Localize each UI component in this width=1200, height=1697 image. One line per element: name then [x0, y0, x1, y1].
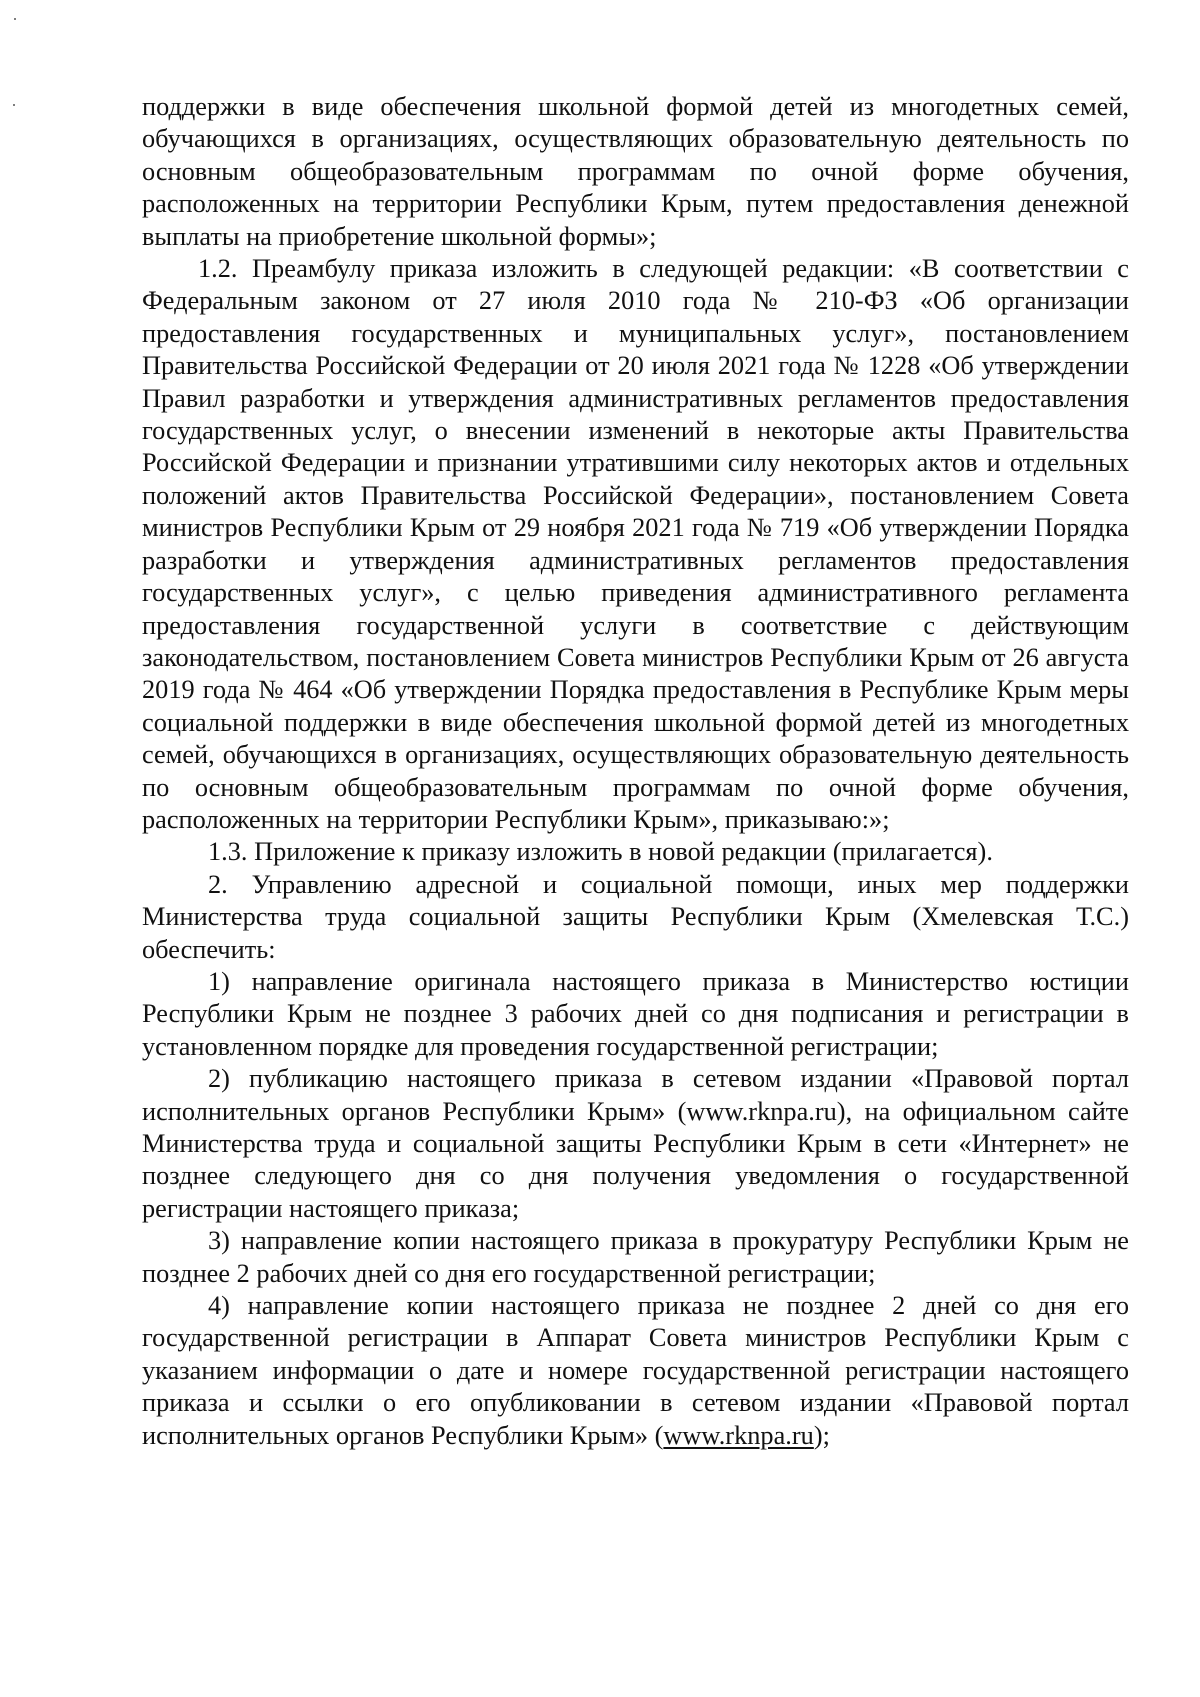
subitem-2: 2) публикацию настоящего приказа в сетевом издании «Правовой портал исполнительных органов Республики Крым» (www.rknpa.ru), на официальном сайте Министерства труда и социальной защиты Республики Крым в сети «Интернет» не позднее следующего дня со дня получения уведомления о государственной регистрации настоящего приказа;	[142, 1064, 1129, 1223]
subitem-3: 3) направление копии настоящего приказа в прокуратуру Республики Крым не позднее 2 рабочих дней со дня его государственной регистрации;	[142, 1226, 1129, 1288]
subitem-4-text: 4) направление копии настоящего приказа не позднее 2 дней со дня его государственной регистрации в Аппарат Совета министров Республики Крым с указанием информации о дате и номере государственной регистрации настоящего приказа и ссылки о его опубликовании в сетевом издании «Правовой портал исполнительных органов Республики Крым» (	[142, 1291, 1129, 1450]
document-body	[142, 91, 1129, 1452]
continuation-paragraph: поддержки в виде обеспечения школьной формой детей из многодетных семей, обучающихся в организациях, осуществляющих образовательную деятельность по основным общеобразовательным программам по очной форме обучения, расположенных на территории Республики Крым, путем предоставления денежной выплаты на приобретение школьной формы»;	[142, 92, 1129, 251]
subitem-4	[142, 1290, 1129, 1452]
scan-speck	[13, 104, 15, 106]
subitem-1: 1) направление оригинала настоящего приказа в Министерство юстиции Республики Крым не позднее 3 рабочих дней со дня подписания и регистрации в установленном порядке для проведения государственной регистрации;	[142, 966, 1129, 1061]
paragraph-1-3: 1.3. Приложение к приказу изложить в новой редакции (прилагается).	[208, 837, 993, 867]
paragraph-2: 2. Управлению адресной и социальной помощи, иных мер поддержки Министерства труда социальной защиты Республики Крым (Хмелевская Т.С.) обеспечить:	[142, 869, 1129, 964]
scan-speck	[14, 18, 16, 20]
subitem-4-tail: );	[813, 1420, 830, 1450]
rknpa-link[interactable]: www.rknpa.ru	[663, 1420, 814, 1450]
paragraph-1-2: 1.2. Преамбулу приказа изложить в следующей редакции: «В соответствии с Федеральным законом от 27 июля 2010 года № 210-ФЗ «Об организации предоставления государственных и муниципальных услуг», постановлением Правительства Российской Федерации от 20 июля 2021 года № 1228 «Об утверждении Правил разработки и утверждения административных регламентов предоставления государственных услуг, о внесении изменений в некоторые акты Правительства Российской Федерации и признании утратившими силу некоторых актов и отдельных положений актов Правительства Российской Федерации», постановлением Совета министров Республики Крым от 29 ноября 2021 года № 719 «Об утверждении Порядка разработки и утверждения административных регламентов предоставления государственных услуг», с целью приведения административного регламента предоставления государственной услуги в соответствие с действующим законодательством, постановлением Совета министров Республики Крым от 26 августа 2019 года № 464 «Об утверждении Порядка предоставления в Республике Крым меры социальной поддержки в виде обеспечения школьной формой детей из многодетных семей, обучающихся в организациях, осуществляющих образовательную деятельность по основным общеобразовательным программам по очной форме обучения, расположенных на территории Республики Крым», приказываю:»;	[142, 254, 1129, 834]
